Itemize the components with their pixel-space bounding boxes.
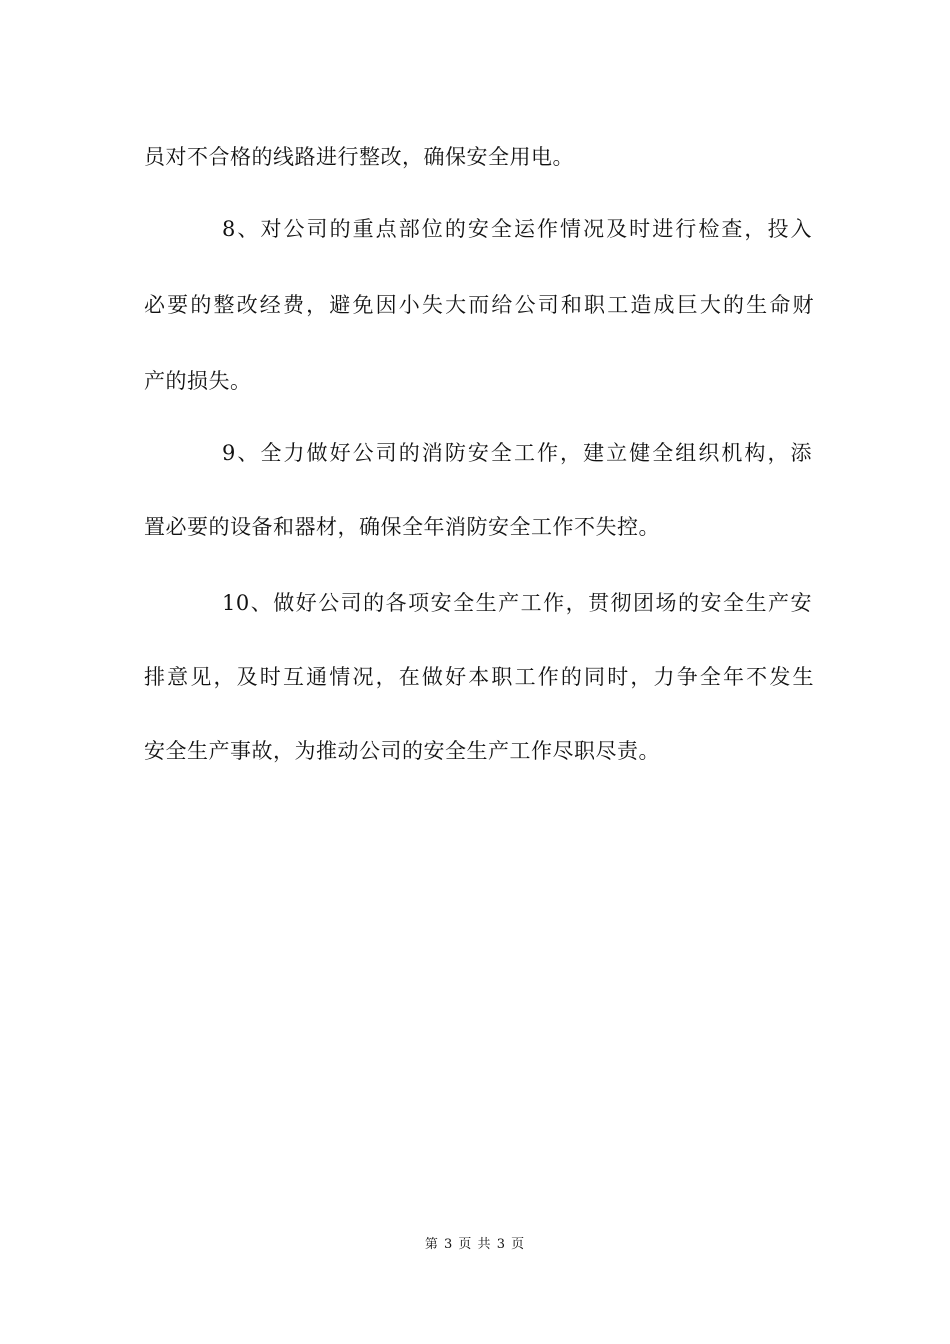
paragraph-line: 安全生产事故，为推动公司的安全生产工作尽职尽责。 — [144, 739, 660, 763]
paragraph-line: 必要的整改经费，避免因小失大而给公司和职工造成巨大的生命财 — [144, 293, 814, 317]
page-number-footer: 第 3 页 共 3 页 — [424, 1237, 526, 1252]
paragraph-line: 10、做好公司的各项安全生产工作，贯彻团场的安全生产安 — [222, 591, 812, 615]
paragraph-line: 排意见，及时互通情况，在做好本职工作的同时，力争全年不发生 — [144, 665, 814, 689]
paragraph-line: 产的损失。 — [144, 369, 252, 393]
paragraph-line: 置必要的设备和器材，确保全年消防安全工作不失控。 — [144, 515, 660, 539]
paragraph-line: 9、全力做好公司的消防安全工作，建立健全组织机构，添 — [222, 441, 812, 465]
paragraph-line: 8、对公司的重点部位的安全运作情况及时进行检查，投入 — [222, 217, 812, 241]
paragraph-line: 员对不合格的线路进行整改，确保安全用电。 — [144, 145, 574, 169]
